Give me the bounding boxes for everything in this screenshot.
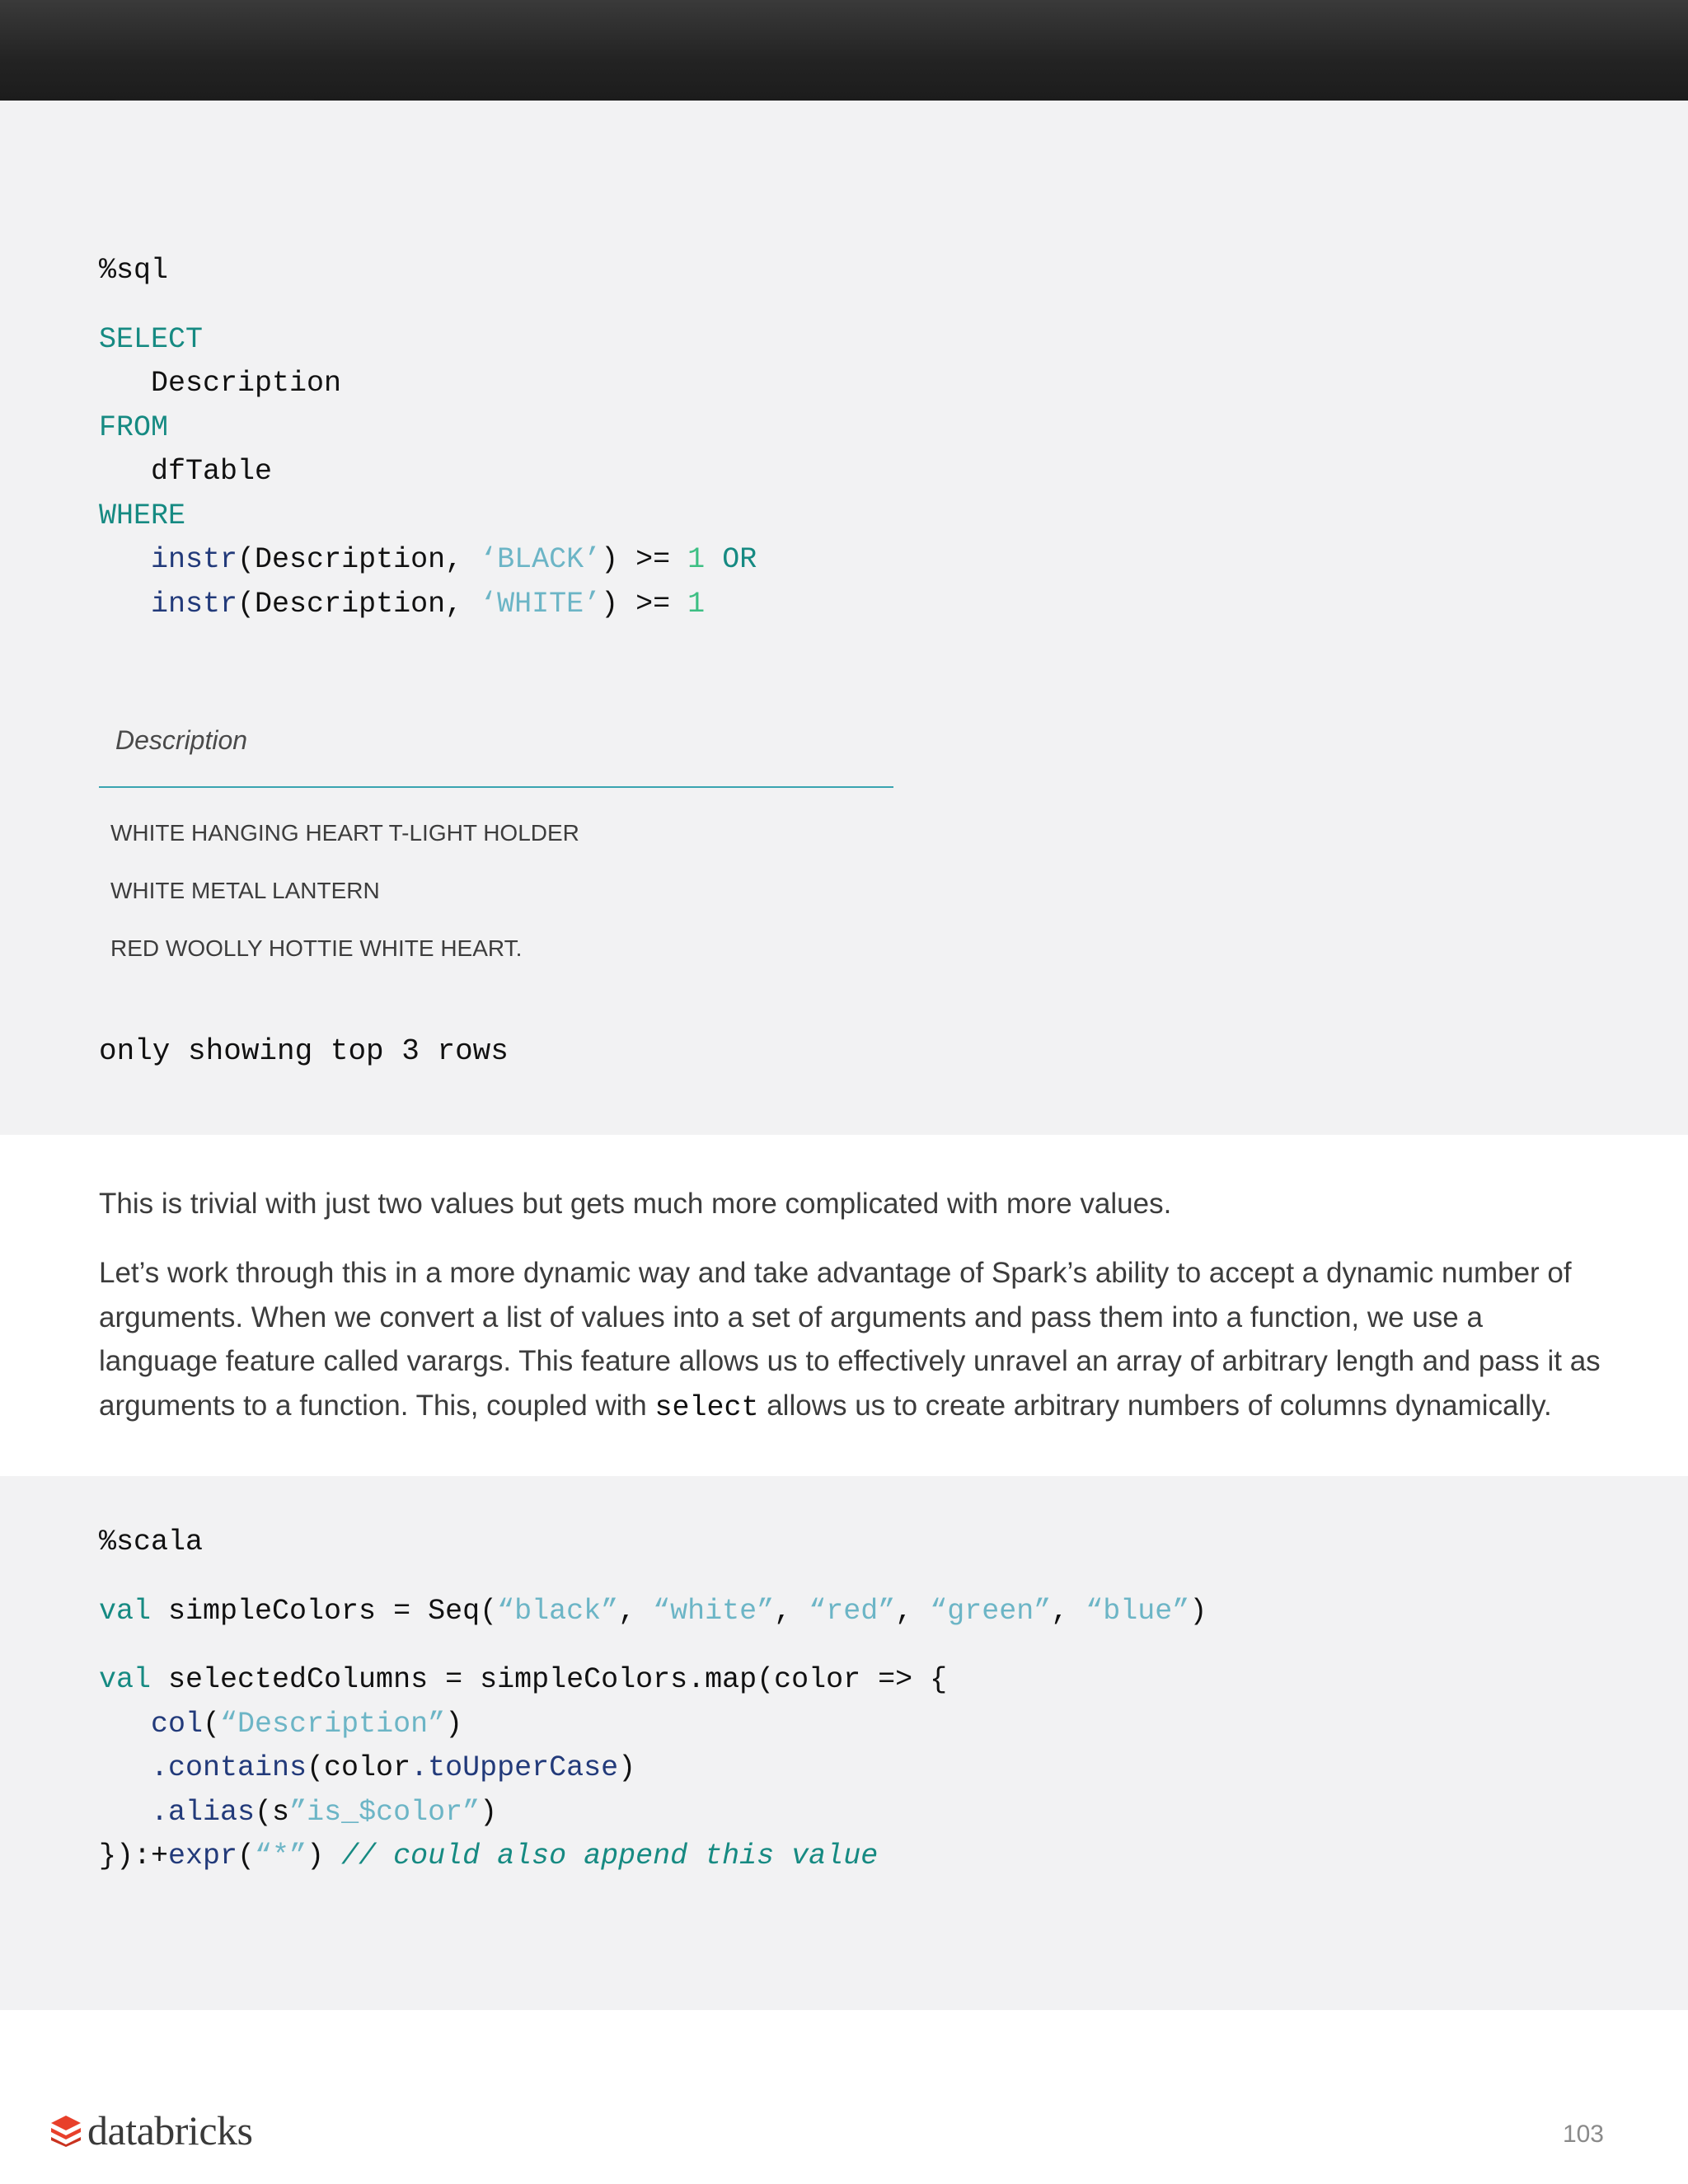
star-string: “*” [255, 1840, 307, 1872]
para2-text-a: Let’s work through this in a more dynamic way and take advantage of Spark’s ability to accept a dynamic number of arguments. When we convert a list of values into a set of arguments and pass them into a function, we use a language feature called varargs. This feature allows us to effectively unravel an array of arbitrary length and pass it as arguments to a function. This, coupled with [99, 1257, 1601, 1422]
col-fn: col [151, 1707, 204, 1741]
color-white: “white” [653, 1594, 775, 1628]
para2-text-b: allows us to create arbitrary numbers of columns dynamically. [758, 1389, 1552, 1422]
sep: , [895, 1594, 931, 1628]
close-paren: ) [445, 1707, 463, 1741]
close-paren: ) [618, 1751, 636, 1784]
select-keyword: SELECT [99, 322, 204, 356]
string-black: ‘BLACK’ [480, 543, 602, 576]
scala-code [99, 1521, 1207, 1879]
where-keyword: WHERE [99, 499, 186, 532]
sql-code [99, 249, 757, 626]
color-var: (color [307, 1751, 411, 1784]
expr-fn: expr [168, 1840, 238, 1872]
table-row: RED WOOLLY HOTTIE WHITE HEART. [110, 935, 523, 961]
s-prefix: (s [255, 1795, 290, 1829]
open-paren: ( [203, 1707, 221, 1741]
sep: , [618, 1594, 654, 1628]
sql-magic: %sql [99, 254, 169, 287]
table-header: Description [115, 725, 248, 755]
description-string: “Description” [220, 1707, 446, 1741]
color-black: “black” [497, 1594, 619, 1628]
compare-1: ) >= [601, 543, 688, 576]
color-green: “green” [930, 1594, 1052, 1628]
table-row: WHITE METAL LANTERN [110, 878, 380, 903]
scala-magic: %scala [99, 1526, 204, 1558]
contains-fn: .contains [151, 1751, 307, 1784]
instr-args-1: (Description, [237, 543, 481, 576]
val-keyword-1: val [99, 1594, 152, 1628]
table-header-rule [99, 786, 893, 788]
header-banner [0, 0, 1688, 101]
compare-2: ) >= [601, 587, 688, 621]
or-keyword: OR [722, 543, 757, 576]
val-keyword-2: val [99, 1663, 152, 1696]
page-number: 103 [1562, 2121, 1604, 2148]
table-row: WHITE HANGING HEART T-LIGHT HOLDER [110, 820, 579, 846]
selected-columns-decl: selectedColumns = simpleColors.map(color => { [151, 1663, 948, 1696]
color-red: “red” [809, 1594, 896, 1628]
color-blue: “blue” [1085, 1594, 1190, 1628]
sep: , [774, 1594, 809, 1628]
body-paragraph-2 [99, 1251, 1607, 1430]
databricks-logo [49, 2107, 252, 2154]
inline-code-select: select [654, 1390, 759, 1424]
simple-colors-decl: simpleColors = Seq( [151, 1594, 498, 1628]
open-paren: ( [237, 1840, 256, 1872]
select-column: Description [151, 367, 342, 400]
string-white: ‘WHITE’ [480, 587, 602, 621]
close-paren: ) [307, 1840, 325, 1872]
end-prefix: }):+ [99, 1840, 169, 1872]
upper-fn: .toUpperCase [410, 1751, 619, 1784]
row-count-note: only showing top 3 rows [99, 1034, 509, 1068]
logo-wordmark: databricks [87, 2107, 253, 2154]
close-paren: ) [1189, 1594, 1207, 1628]
alias-string: ”is_$color” [289, 1795, 481, 1829]
instr-fn-1: instr [151, 543, 238, 576]
code-comment: // could also append this value [341, 1840, 879, 1872]
sep: , [1051, 1594, 1086, 1628]
table-name: dfTable [151, 455, 273, 488]
instr-fn-2: instr [151, 587, 238, 621]
databricks-logo-icon [49, 2114, 82, 2147]
instr-args-2: (Description, [237, 587, 481, 621]
from-keyword: FROM [99, 410, 169, 444]
alias-fn: .alias [151, 1795, 256, 1829]
close-paren: ) [480, 1795, 498, 1829]
number-1: 1 [687, 543, 706, 576]
body-paragraph-1: This is trivial with just two values but gets much more complicated with more values. [99, 1188, 1172, 1220]
number-2: 1 [687, 587, 706, 621]
